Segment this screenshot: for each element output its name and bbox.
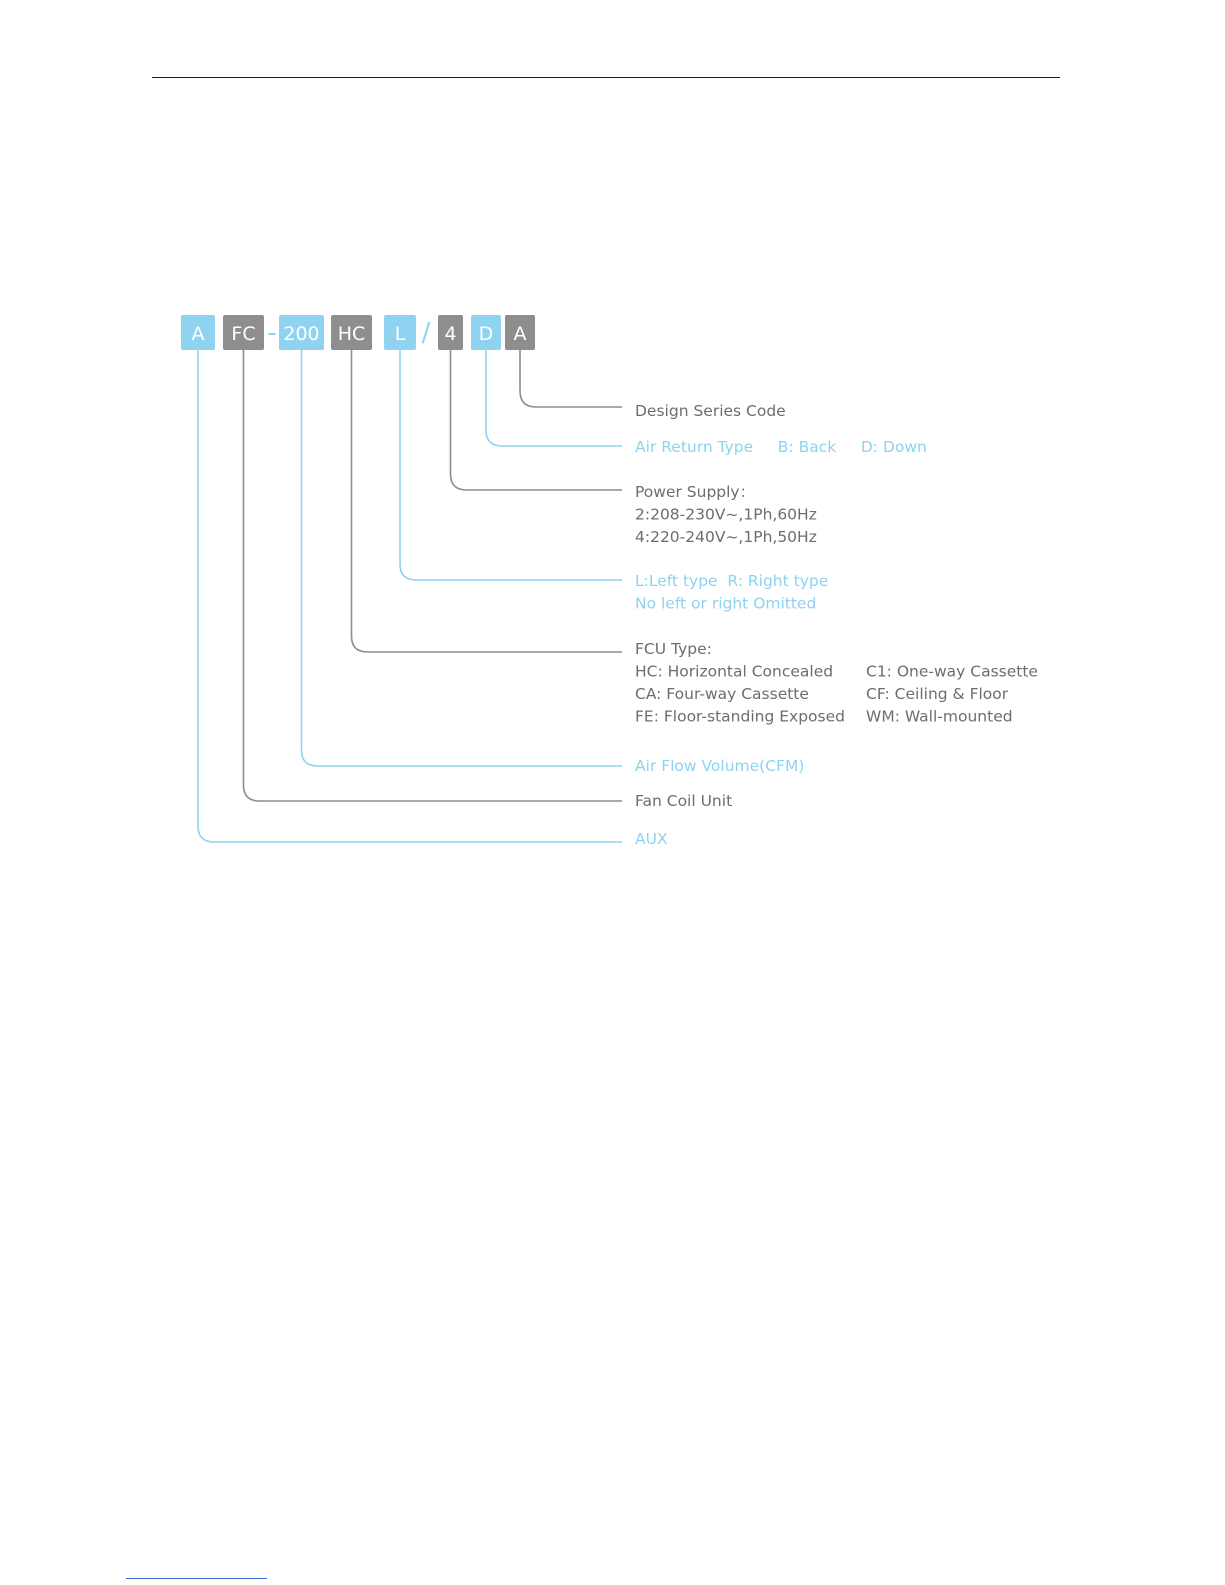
fcu-type-left: FE: Floor-standing Exposed xyxy=(635,707,845,726)
code-separator: - xyxy=(267,318,277,348)
label-line: Air Return Type B: Back D: Down xyxy=(635,438,927,456)
fcu-type-right: WM: Wall-mounted xyxy=(866,707,1013,726)
label-line: 4:220-240V~,1Ph,50Hz xyxy=(635,528,817,546)
code-part-2 xyxy=(223,315,264,350)
code-part-5 xyxy=(331,315,372,350)
fcu-type-right: C1: One-way Cassette xyxy=(866,662,1038,681)
connectors xyxy=(198,350,622,842)
code-text: A xyxy=(513,323,527,345)
labels xyxy=(635,402,1038,848)
connector-fan-coil xyxy=(244,350,623,801)
connector-air-return xyxy=(486,350,622,446)
code-part-9 xyxy=(471,315,501,350)
label-line: Design Series Code xyxy=(635,402,786,420)
code-text: A xyxy=(191,323,205,345)
code-text: FC xyxy=(231,323,256,345)
code-text: L xyxy=(394,323,406,345)
code-part-4 xyxy=(279,315,324,350)
connector-aux xyxy=(198,350,622,842)
code-part-6 xyxy=(384,315,416,350)
model-code xyxy=(181,315,535,350)
code-part-1 xyxy=(181,315,215,350)
label-line: Power Supply： xyxy=(635,483,756,501)
code-part-10 xyxy=(505,315,535,350)
code-text: D xyxy=(478,323,494,345)
connector-air-flow xyxy=(302,350,623,766)
label-line: No left or right Omitted xyxy=(635,594,817,613)
footer-link-underline xyxy=(126,1578,267,1579)
label-aux xyxy=(635,830,668,848)
label-air-flow xyxy=(635,757,804,775)
code-text: 200 xyxy=(283,323,320,345)
label-line: Air Flow Volume(CFM) xyxy=(635,757,805,775)
fcu-type-left: HC: Horizontal Concealed xyxy=(635,662,834,681)
fcu-type-left: CA: Four-way Cassette xyxy=(635,685,809,703)
code-separator: / xyxy=(421,318,431,348)
label-left-right xyxy=(635,572,828,613)
code-part-8 xyxy=(438,315,463,350)
code-part-7 xyxy=(422,318,431,348)
label-line: Fan Coil Unit xyxy=(635,792,733,810)
code-part-3 xyxy=(267,318,276,348)
label-power-supply xyxy=(635,483,817,546)
label-line: 2:208-230V~,1Ph,60Hz xyxy=(635,505,817,524)
connector-design-series xyxy=(520,350,622,407)
connector-left-right xyxy=(400,350,622,580)
code-text: HC xyxy=(337,323,366,345)
label-fcu-type xyxy=(635,640,1038,726)
connector-power-supply xyxy=(451,350,623,490)
code-text: 4 xyxy=(444,323,457,345)
label-air-return xyxy=(635,438,927,456)
fcu-type-right: CF: Ceiling & Floor xyxy=(866,685,1009,703)
label-line: AUX xyxy=(635,830,668,848)
label-design-series xyxy=(635,402,786,420)
label-fan-coil xyxy=(635,792,732,810)
label-line: L:Left type R: Right type xyxy=(635,572,829,590)
label-line: FCU Type: xyxy=(635,640,712,658)
